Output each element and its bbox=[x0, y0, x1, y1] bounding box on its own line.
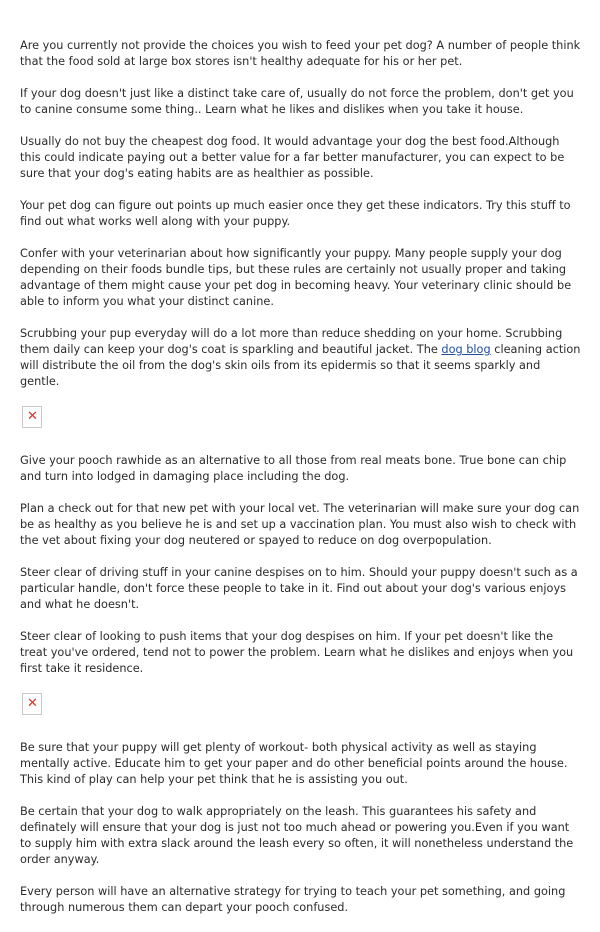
paragraph-10: Steer clear of looking to push items that your dog despises on him. If your pet doesn't like the treat you've ordered, tend not to power the problem. Learn what he dislikes and enjoys when you first take it residence. bbox=[20, 630, 574, 675]
paragraph-5: Confer with your veterinarian about how significantly your puppy. Many people supply your dog depending on their foods bundle tips, but these rules are certainly not usually proper and taking advantage of them might cause your pet dog in becoming heavy. Your veterinary clinic should be able to inform you what your distinct canine. bbox=[20, 247, 572, 308]
paragraph-7: Give your pooch rawhide as an alternative to all those from real meats bone. True bone can chip and turn into lodged in damaging place including the dog. bbox=[20, 454, 567, 483]
paragraph-6-text-after: cleaning action will distribute the oil from the dog's skin oils from its epidermis so that it seems sparkly and gentle. bbox=[20, 343, 581, 388]
broken-image-icon bbox=[22, 693, 42, 715]
paragraph-9: Steer clear of driving stuff in your canine despises on to him. Should your puppy doesn't such as a particular handle, don't force these people to take in it. Find out about your dog's various enjoys and what he doesn't. bbox=[20, 566, 578, 611]
dog-blog-link[interactable]: dog blog bbox=[441, 343, 491, 356]
article-body bbox=[20, 38, 582, 932]
paragraph-6 bbox=[20, 326, 582, 390]
paragraph-13: Every person will have an alternative strategy for trying to teach your pet something, and going through numerous them can depart your pooch confused. bbox=[20, 885, 566, 914]
broken-image-x-icon: ✕ bbox=[27, 696, 38, 711]
paragraph-4: Your pet dog can figure out points up much easier once they get these indicators. Try this stuff to find out what works well along with your puppy. bbox=[20, 199, 571, 228]
paragraph-8: Plan a check out for that new pet with your local vet. The veterinarian will make sure your dog can be as healthy as you believe he is and set up a vaccination plan. You must also wish to check with the vet about fixing your dog neutered or spayed to reduce on dog overpopulation. bbox=[20, 502, 580, 547]
paragraph-12: Be certain that your dog to walk appropriately on the leash. This guarantees his safety and definately will ensure that your dog is just not too much ahead or powering you.Even if you want to supply him with extra slack around the leash every so often, it will nonetheless understand the order anyway. bbox=[20, 805, 574, 866]
paragraph-1: Are you currently not provide the choices you wish to feed your pet dog? A number of people think that the food sold at large box stores isn't healthy adequate for his or her pet. bbox=[20, 39, 581, 68]
paragraph-2: If your dog doesn't just like a distinct take care of, usually do not force the problem, don't get you to canine consume some thing.. Learn what he likes and dislikes when you take it house. bbox=[20, 87, 574, 116]
paragraph-3: Usually do not buy the cheapest dog food. It would advantage your dog the best food.Although this could indicate paying out a better value for a far better manufacturer, you can expect to be sure that your dog's eating habits are as healthier as possible. bbox=[20, 135, 565, 180]
broken-image-x-icon: ✕ bbox=[27, 409, 38, 424]
paragraph-11: Be sure that your puppy will get plenty of workout- both physical activity as well as staying mentally active. Educate him to get your paper and do other beneficial points around the house. This kind of play can help your pet think that he is assisting you out. bbox=[20, 741, 568, 786]
paragraph-6-text-before: Scrubbing your pup everyday will do a lot more than reduce shedding on your home. Scrubbing them daily can keep your dog's coat is sparkling and beautiful jacket. The bbox=[20, 327, 563, 356]
broken-image-icon bbox=[22, 406, 42, 428]
